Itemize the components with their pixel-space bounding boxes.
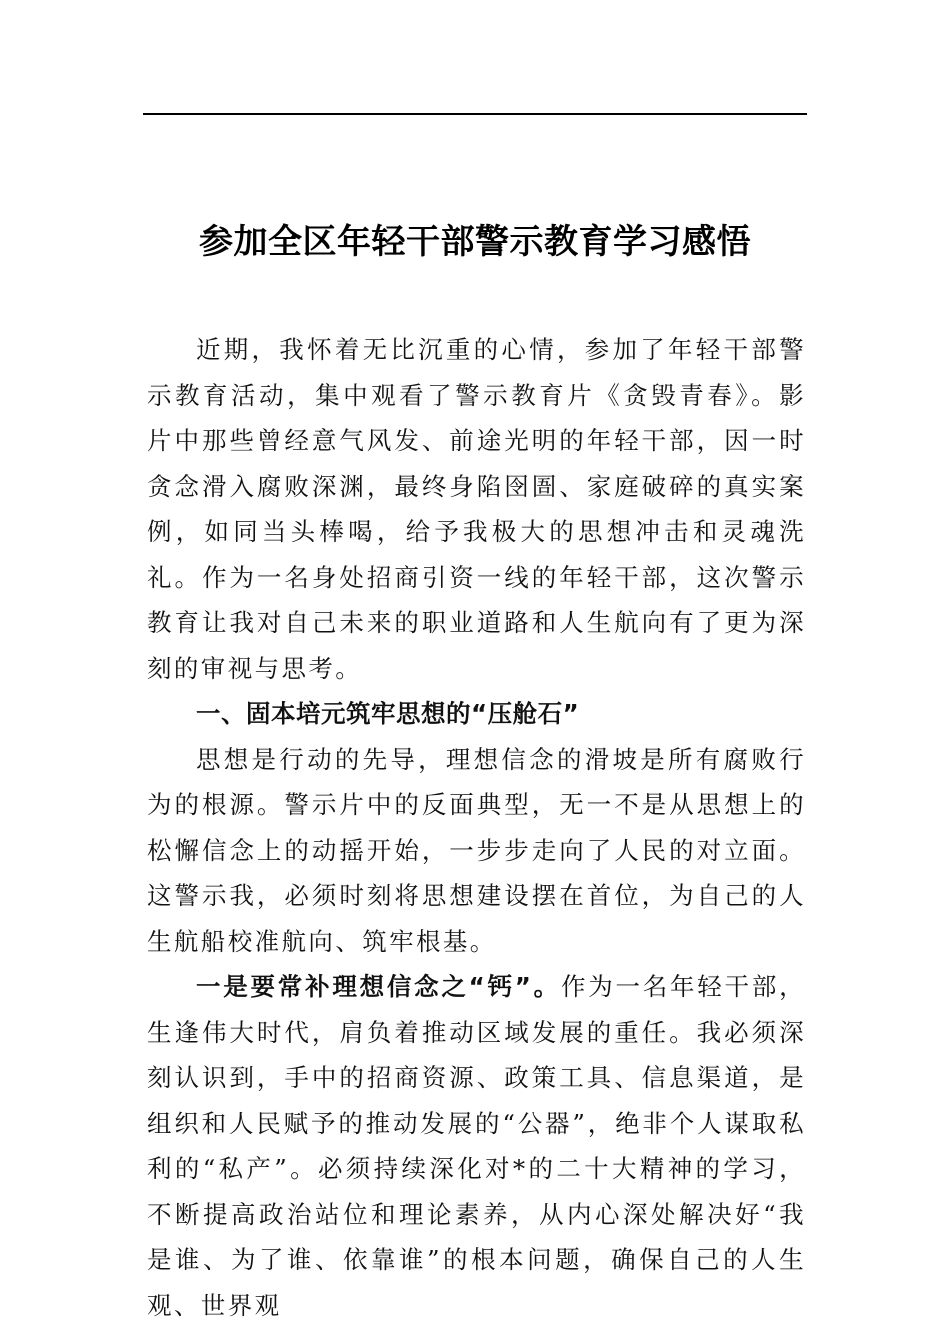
header-rule [143, 113, 807, 115]
document-body [147, 327, 806, 1328]
section-heading-1: 一、固本培元筑牢思想的“压舱石” [196, 699, 580, 728]
page-title: 参加全区年轻干部警示教育学习感悟 [199, 221, 751, 262]
section-1-paragraph: 思想是行动的先导，理想信念的滑坡是所有腐败行为的根源。警示片中的反面典型，无一不是从思想上的松懈信念上的动摇开始，一步步走向了人民的对立面。这警示我，必须时刻将思想建设摆在首位，为自己的人生航船校准航向、筑牢根基。 [147, 744, 806, 956]
point-1-lead: 一是要常补理想信念之“钙”。 [196, 972, 561, 1001]
intro-paragraph: 近期，我怀着无比沉重的心情，参加了年轻干部警示教育活动，集中观看了警示教育片《贪毁青春》。影片中那些曾经意气风发、前途光明的年轻干部，因一时贪念滑入腐败深渊，最终身陷囹圄、家庭破碎的真实案例，如同当头棒喝，给予我极大的思想冲击和灵魂洗礼。作为一名身处招商引资一线的年轻干部，这次警示教育让我对自己未来的职业道路和人生航向有了更为深刻的审视与思考。 [147, 335, 806, 683]
point-1-body: 作为一名年轻干部，生逢伟大时代，肩负着推动区域发展的重任。我必须深刻认识到，手中的招商资源、政策工具、信息渠道，是组织和人民赋予的推动发展的“公器”，绝非个人谋取私利的“私产”。必须持续深化对*的二十大精神的学习，不断提高政治站位和理论素养，从内心深处解决好“我是谁、为了谁、依靠谁”的根本问题，确保自己的人生观、世界观 [147, 972, 806, 1320]
point-1-paragraph [147, 964, 806, 1328]
